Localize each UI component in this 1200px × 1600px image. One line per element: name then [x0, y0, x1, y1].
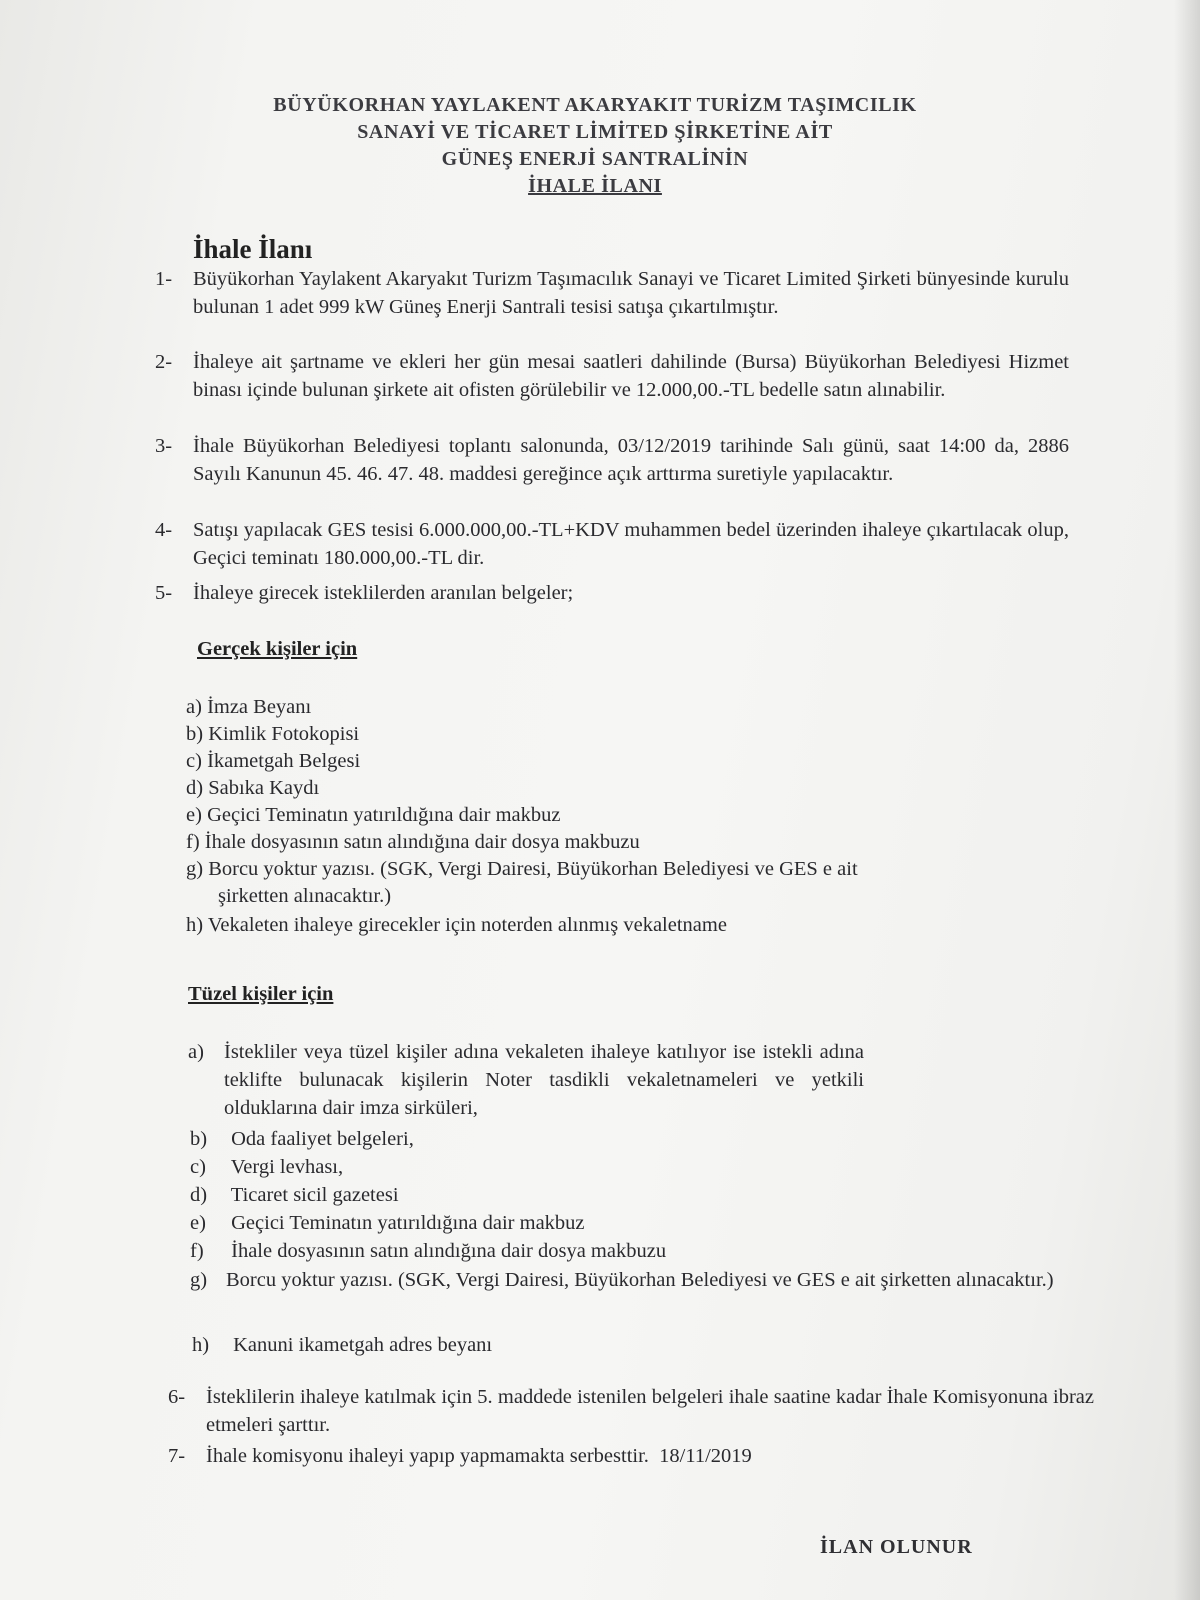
- list-item: [190, 1238, 666, 1265]
- list-item: [155, 349, 1069, 404]
- item-text: Ticaret sicil gazetesi: [230, 1184, 399, 1206]
- list-item: [190, 1126, 414, 1153]
- item-label: e): [186, 804, 202, 826]
- item-label: b): [186, 723, 204, 745]
- item-text: Satışı yapılacak GES tesisi 6.000.000,00.-TL+KDV muhammen bedel üzerinden ihaleye çıkartılacak olup, Geçici teminatı 180.000,00.-TL dir.: [193, 519, 1069, 569]
- item-text: Büyükorhan Yaylakent Akaryakıt Turizm Taşımacılık Sanayi ve Ticaret Limited Şirketi bünyesinde kurulu bulunan 1 adet 999 kW Güneş Enerji Santrali tesisi satışa çıkartılmıştır.: [193, 268, 1069, 318]
- item-text: Oda faaliyet belgeleri,: [231, 1128, 414, 1150]
- item-number: 5-: [155, 582, 173, 604]
- item-number: 4-: [155, 519, 173, 541]
- item-label: a): [186, 696, 202, 718]
- item-text: İhale komisyonu ihaleyi yapıp yapmamakta serbesttir. 18/11/2019: [206, 1445, 752, 1467]
- item-text: Vergi levhası,: [230, 1156, 344, 1178]
- item-label: f): [186, 831, 200, 853]
- item-label: h): [186, 914, 204, 936]
- header-line-1: BÜYÜKORHAN YAYLAKENT AKARYAKIT TURİZM TAŞIMCILIK: [273, 94, 917, 116]
- item-text: Borcu yoktur yazısı. (SGK, Vergi Dairesi, Büyükorhan Belediyesi ve GES e ait: [208, 858, 858, 880]
- list-item: [190, 1266, 1078, 1294]
- item-number: 6-: [168, 1386, 186, 1408]
- item-text: Borcu yoktur yazısı. (SGK, Vergi Dairesi, Büyükorhan Belediyesi ve GES e ait şirketten alınacaktır.): [226, 1269, 1054, 1291]
- item-label: c): [190, 1156, 206, 1178]
- item-text: Kimlik Fotokopisi: [208, 723, 360, 745]
- item-label: e): [190, 1212, 206, 1234]
- list-item: [168, 1443, 1094, 1471]
- item-number: 7-: [168, 1445, 186, 1467]
- list-item: [190, 1182, 399, 1209]
- list-item: [186, 775, 319, 802]
- item-label: a): [188, 1041, 204, 1063]
- item-text: şirketten alınacaktır.): [218, 885, 392, 907]
- item-text: Geçici Teminatın yatırıldığına dair makbuz: [207, 804, 561, 826]
- item-label: f): [190, 1240, 204, 1262]
- list-item: [186, 802, 560, 829]
- item-text: İsteklilerin ihaleye katılmak için 5. maddede istenilen belgeleri ihale saatine kadar İhale Komisyonuna ibraz etmeleri şarttır.: [206, 1386, 1094, 1436]
- item-label: g): [190, 1269, 208, 1291]
- page-edge-shadow: [1174, 0, 1200, 1600]
- item-number: 2-: [155, 351, 173, 373]
- closing-statement: İLAN OLUNUR: [820, 1536, 973, 1558]
- list-item: [192, 1332, 492, 1359]
- item-label: g): [186, 858, 204, 880]
- item-text: Kanuni ikametgah adres beyanı: [233, 1334, 493, 1356]
- header-line-4: İHALE İLANI: [528, 175, 662, 197]
- item-text: İhaleye ait şartname ve ekleri her gün mesai saatleri dahilinde (Bursa) Büyükorhan Belediyesi Hizmet binası içinde bulunan şirkete ait ofisten görülebilir ve 12.000,00.-TL bedelle satın alınabilir.: [193, 351, 1069, 401]
- item-label: c): [186, 750, 202, 772]
- item-number: 3-: [155, 435, 173, 457]
- item-label: b): [190, 1128, 208, 1150]
- list-item: [190, 1210, 585, 1237]
- item-text: Vekaleten ihaleye girecekler için noterden alınmış vekaletname: [207, 914, 727, 936]
- list-item: [186, 912, 727, 939]
- list-item: [186, 694, 311, 721]
- item-text: İmza Beyanı: [207, 696, 312, 718]
- section-title: İhale İlanı: [193, 234, 313, 264]
- list-item: [190, 1154, 343, 1181]
- list-item: [155, 266, 1069, 321]
- list-item: [155, 517, 1069, 572]
- item-text: İhaleye girecek isteklilerden aranılan belgeler;: [193, 582, 574, 604]
- real-persons-heading: Gerçek kişiler için: [197, 638, 358, 660]
- list-item: [186, 829, 640, 856]
- item-text: İstekliler veya tüzel kişiler adına vekaleten ihaleye katılıyor ise istekli adına teklifte bulunacak kişilerin Noter tasdikli vekaletnameleri ve yetkili olduklarına dair imza sirküleri,: [224, 1041, 864, 1119]
- list-item-continuation: [218, 883, 391, 910]
- list-item: [186, 856, 858, 883]
- list-item: [155, 433, 1069, 488]
- list-item: [188, 1038, 1076, 1122]
- item-label: d): [190, 1184, 208, 1206]
- legal-persons-heading: Tüzel kişiler için: [188, 983, 334, 1005]
- item-text: Sabıka Kaydı: [208, 777, 320, 799]
- item-text: İhale Büyükorhan Belediyesi toplantı salonunda, 03/12/2019 tarihinde Salı günü, saat 14:00 da, 2886 Sayılı Kanunun 45. 46. 47. 48. maddesi gereğince açık arttırma suretiyle yapılacaktır.: [193, 435, 1069, 485]
- item-label: h): [192, 1334, 210, 1356]
- list-item: [168, 1384, 1094, 1439]
- item-text: İhale dosyasının satın alındığına dair dosya makbuzu: [204, 831, 640, 853]
- header-line-2: SANAYİ VE TİCARET LİMİTED ŞİRKETİNE AİT: [357, 121, 833, 143]
- list-item: [155, 580, 1069, 608]
- list-item: [186, 748, 360, 775]
- list-item: [186, 721, 359, 748]
- item-number: 1-: [155, 268, 173, 290]
- item-text: Geçici Teminatın yatırıldığına dair makbuz: [231, 1212, 585, 1234]
- item-label: d): [186, 777, 204, 799]
- item-text: İhale dosyasının satın alındığına dair dosya makbuzu: [231, 1240, 667, 1262]
- header-line-3: GÜNEŞ ENERJİ SANTRALİNİN: [441, 148, 749, 170]
- document-header: [150, 92, 1040, 200]
- item-text: İkametgah Belgesi: [207, 750, 361, 772]
